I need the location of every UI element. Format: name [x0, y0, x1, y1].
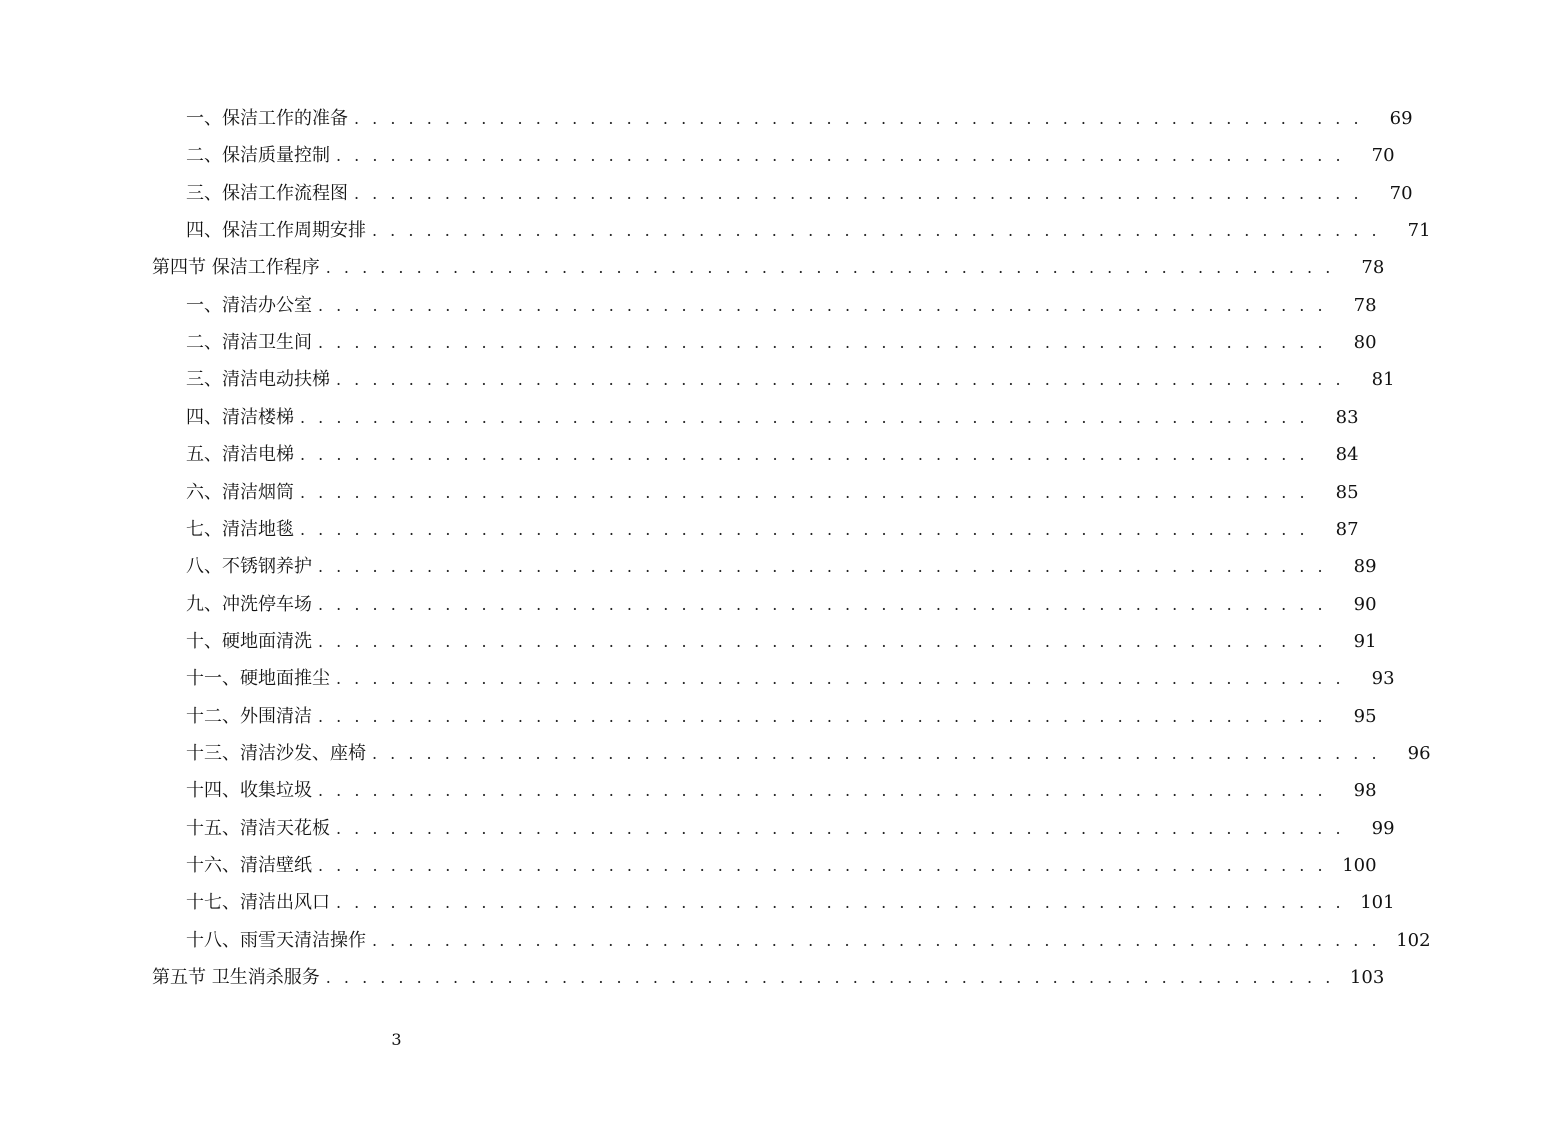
toc-entry-title: 四、保洁工作周期安排: [186, 220, 366, 242]
toc-entry-page: 70: [1389, 182, 1413, 204]
toc-entry-title: 十七、清洁出风口: [186, 892, 330, 914]
toc-entry-title: 二、保洁质量控制: [186, 145, 330, 167]
toc-leader-dots: . . . . . . . . . . . . . . . . . . . . . . . . . . . . . . . . . . . . . . . . . . . . . . . . . . . . . . . .: [318, 781, 1327, 801]
toc-leader-dots: . . . . . . . . . . . . . . . . . . . . . . . . . . . . . . . . . . . . . . . . . . . . . . . . . . . . . . . .: [336, 370, 1345, 390]
page-number: 3: [391, 1030, 402, 1049]
toc-entry-title: 十五、清洁天花板: [186, 817, 330, 839]
toc-entry[interactable]: [0, 287, 1377, 324]
toc-entry-page: 99: [1371, 817, 1395, 839]
toc-entry-title: 十一、硬地面推尘: [186, 668, 330, 690]
toc-entry-title: 三、清洁电动扶梯: [186, 369, 330, 391]
toc-section-entry[interactable]: [0, 959, 1385, 996]
toc-leader-dots: . . . . . . . . . . . . . . . . . . . . . . . . . . . . . . . . . . . . . . . . . . . . . . . . . . . . . . . .: [300, 519, 1309, 539]
toc-entry-title: 十、硬地面清洗: [186, 630, 312, 652]
toc-entry-title: 一、清洁办公室: [186, 294, 312, 316]
toc-leader-dots: . . . . . . . . . . . . . . . . . . . . . . . . . . . . . . . . . . . . . . . . . . . . . . . . . . . . . . . .: [318, 557, 1327, 577]
toc-entry-title: 十三、清洁沙发、座椅: [186, 742, 366, 764]
toc-entry-title: 六、清洁烟筒: [186, 481, 294, 503]
toc-entry-page: 81: [1371, 369, 1395, 391]
toc-entry-title: 三、保洁工作流程图: [186, 182, 348, 204]
toc-entry-page: 90: [1353, 593, 1377, 615]
toc-leader-dots: . . . . . . . . . . . . . . . . . . . . . . . . . . . . . . . . . . . . . . . . . . . . . . . . . . . . . . . .: [336, 146, 1345, 166]
toc-entry[interactable]: [0, 100, 1413, 137]
toc-leader-dots: . . . . . . . . . . . . . . . . . . . . . . . . . . . . . . . . . . . . . . . . . . . . . . . . . . . . . . . .: [318, 594, 1327, 614]
toc-entry-page: 102: [1396, 929, 1431, 951]
toc-entry-title: 第四节 保洁工作程序: [152, 257, 320, 279]
toc-entry[interactable]: [0, 623, 1377, 660]
toc-entry-page: 93: [1371, 668, 1395, 690]
toc-entry[interactable]: [0, 399, 1359, 436]
toc-leader-dots: . . . . . . . . . . . . . . . . . . . . . . . . . . . . . . . . . . . . . . . . . . . . . . . . . . . . . . . .: [300, 407, 1309, 427]
toc-entry-page: 98: [1353, 780, 1377, 802]
toc-entry-page: 95: [1353, 705, 1377, 727]
toc-entry-page: 71: [1407, 220, 1431, 242]
toc-leader-dots: . . . . . . . . . . . . . . . . . . . . . . . . . . . . . . . . . . . . . . . . . . . . . . . . . . . . . . . .: [325, 968, 1335, 988]
toc-entry-page: 85: [1335, 481, 1359, 503]
toc-entry[interactable]: [0, 735, 1431, 772]
toc-leader-dots: . . . . . . . . . . . . . . . . . . . . . . . . . . . . . . . . . . . . . . . . . . . . . . . . . . . . . . . .: [325, 258, 1335, 278]
toc-entry[interactable]: [0, 212, 1431, 249]
toc-leader-dots: . . . . . . . . . . . . . . . . . . . . . . . . . . . . . . . . . . . . . . . . . . . . . . . . . . . . . . . .: [354, 109, 1363, 128]
toc-entry[interactable]: [0, 698, 1377, 735]
toc-entry-title: 九、冲洗停车场: [186, 593, 312, 615]
toc-entry-page: 78: [1353, 294, 1377, 316]
toc-leader-dots: . . . . . . . . . . . . . . . . . . . . . . . . . . . . . . . . . . . . . . . . . . . . . . . . . . . . . . . .: [318, 295, 1327, 315]
toc-entry-page: 69: [1389, 108, 1413, 129]
toc-entry[interactable]: [0, 810, 1395, 847]
toc-entry-page: 101: [1360, 892, 1395, 914]
toc-entry-title: 二、清洁卫生间: [186, 332, 312, 354]
toc-entry[interactable]: [0, 474, 1359, 511]
toc-entry[interactable]: [0, 175, 1413, 212]
toc-entry[interactable]: [0, 884, 1395, 921]
toc-entry[interactable]: [0, 922, 1431, 959]
toc-leader-dots: . . . . . . . . . . . . . . . . . . . . . . . . . . . . . . . . . . . . . . . . . . . . . . . . . . . . . . . .: [318, 706, 1327, 726]
toc-leader-dots: . . . . . . . . . . . . . . . . . . . . . . . . . . . . . . . . . . . . . . . . . . . . . . . . . . . . . . . .: [372, 743, 1381, 763]
toc-entry[interactable]: [0, 548, 1377, 585]
toc-entry-title: 十八、雨雪天清洁操作: [186, 929, 366, 951]
toc-entry-page: 96: [1407, 742, 1431, 764]
toc-entry-title: 十六、清洁壁纸: [186, 855, 312, 876]
toc-entry-title: 一、保洁工作的准备: [186, 108, 348, 129]
toc-entry-title: 十四、收集垃圾: [186, 780, 312, 802]
toc-entry-page: 78: [1361, 257, 1385, 279]
toc-entry-title: 五、清洁电梯: [186, 444, 294, 466]
toc-leader-dots: . . . . . . . . . . . . . . . . . . . . . . . . . . . . . . . . . . . . . . . . . . . . . . . . . . . . . . . .: [354, 183, 1363, 203]
toc-leader-dots: . . . . . . . . . . . . . . . . . . . . . . . . . . . . . . . . . . . . . . . . . . . . . . . . . . . . . . . .: [372, 221, 1381, 241]
toc-entry[interactable]: [0, 772, 1377, 809]
toc-entry-title: 四、清洁楼梯: [186, 406, 294, 428]
toc-entry-page: 91: [1353, 630, 1377, 652]
toc-leader-dots: . . . . . . . . . . . . . . . . . . . . . . . . . . . . . . . . . . . . . . . . . . . . . . . . . . . . . . . .: [318, 631, 1327, 651]
toc-entry[interactable]: [0, 847, 1377, 884]
toc-entry[interactable]: [0, 137, 1395, 174]
toc-entry-title: 十二、外围清洁: [186, 705, 312, 727]
toc-entry-title: 八、不锈钢养护: [186, 556, 312, 578]
toc-leader-dots: . . . . . . . . . . . . . . . . . . . . . . . . . . . . . . . . . . . . . . . . . . . . . . . . . . . . . . . .: [336, 669, 1345, 689]
toc-leader-dots: . . . . . . . . . . . . . . . . . . . . . . . . . . . . . . . . . . . . . . . . . . . . . . . . . . . . . . . .: [300, 445, 1309, 465]
toc-entry[interactable]: [0, 660, 1395, 697]
toc-section-entry[interactable]: [0, 249, 1385, 286]
toc-entry-page: 83: [1335, 406, 1359, 428]
toc-entry-page: 80: [1353, 332, 1377, 354]
toc-leader-dots: . . . . . . . . . . . . . . . . . . . . . . . . . . . . . . . . . . . . . . . . . . . . . . . . . . . . . . . .: [372, 930, 1381, 950]
toc-leader-dots: . . . . . . . . . . . . . . . . . . . . . . . . . . . . . . . . . . . . . . . . . . . . . . . . . . . . . . . .: [318, 333, 1327, 353]
toc-entry[interactable]: [0, 511, 1359, 548]
toc-entry-page: 87: [1335, 518, 1359, 540]
toc-entry[interactable]: [0, 586, 1377, 623]
toc-leader-dots: . . . . . . . . . . . . . . . . . . . . . . . . . . . . . . . . . . . . . . . . . . . . . . . . . . . . . . . .: [336, 818, 1345, 838]
toc-entry-page: 100: [1342, 855, 1377, 876]
toc-leader-dots: . . . . . . . . . . . . . . . . . . . . . . . . . . . . . . . . . . . . . . . . . . . . . . . . . . . . . . . .: [318, 856, 1327, 875]
toc-entry-title: 七、清洁地毯: [186, 518, 294, 540]
toc-leader-dots: . . . . . . . . . . . . . . . . . . . . . . . . . . . . . . . . . . . . . . . . . . . . . . . . . . . . . . . .: [336, 893, 1345, 913]
toc-entry[interactable]: [0, 361, 1395, 398]
toc-entry-title: 第五节 卫生消杀服务: [152, 967, 320, 989]
toc-entry-page: 84: [1335, 444, 1359, 466]
toc-entry-page: 89: [1353, 556, 1377, 578]
toc-entry-page: 70: [1371, 145, 1395, 167]
toc-entry-page: 103: [1349, 967, 1385, 989]
toc-entry[interactable]: [0, 436, 1359, 473]
toc-entry[interactable]: [0, 324, 1377, 361]
toc-leader-dots: . . . . . . . . . . . . . . . . . . . . . . . . . . . . . . . . . . . . . . . . . . . . . . . . . . . . . . . .: [300, 482, 1309, 502]
